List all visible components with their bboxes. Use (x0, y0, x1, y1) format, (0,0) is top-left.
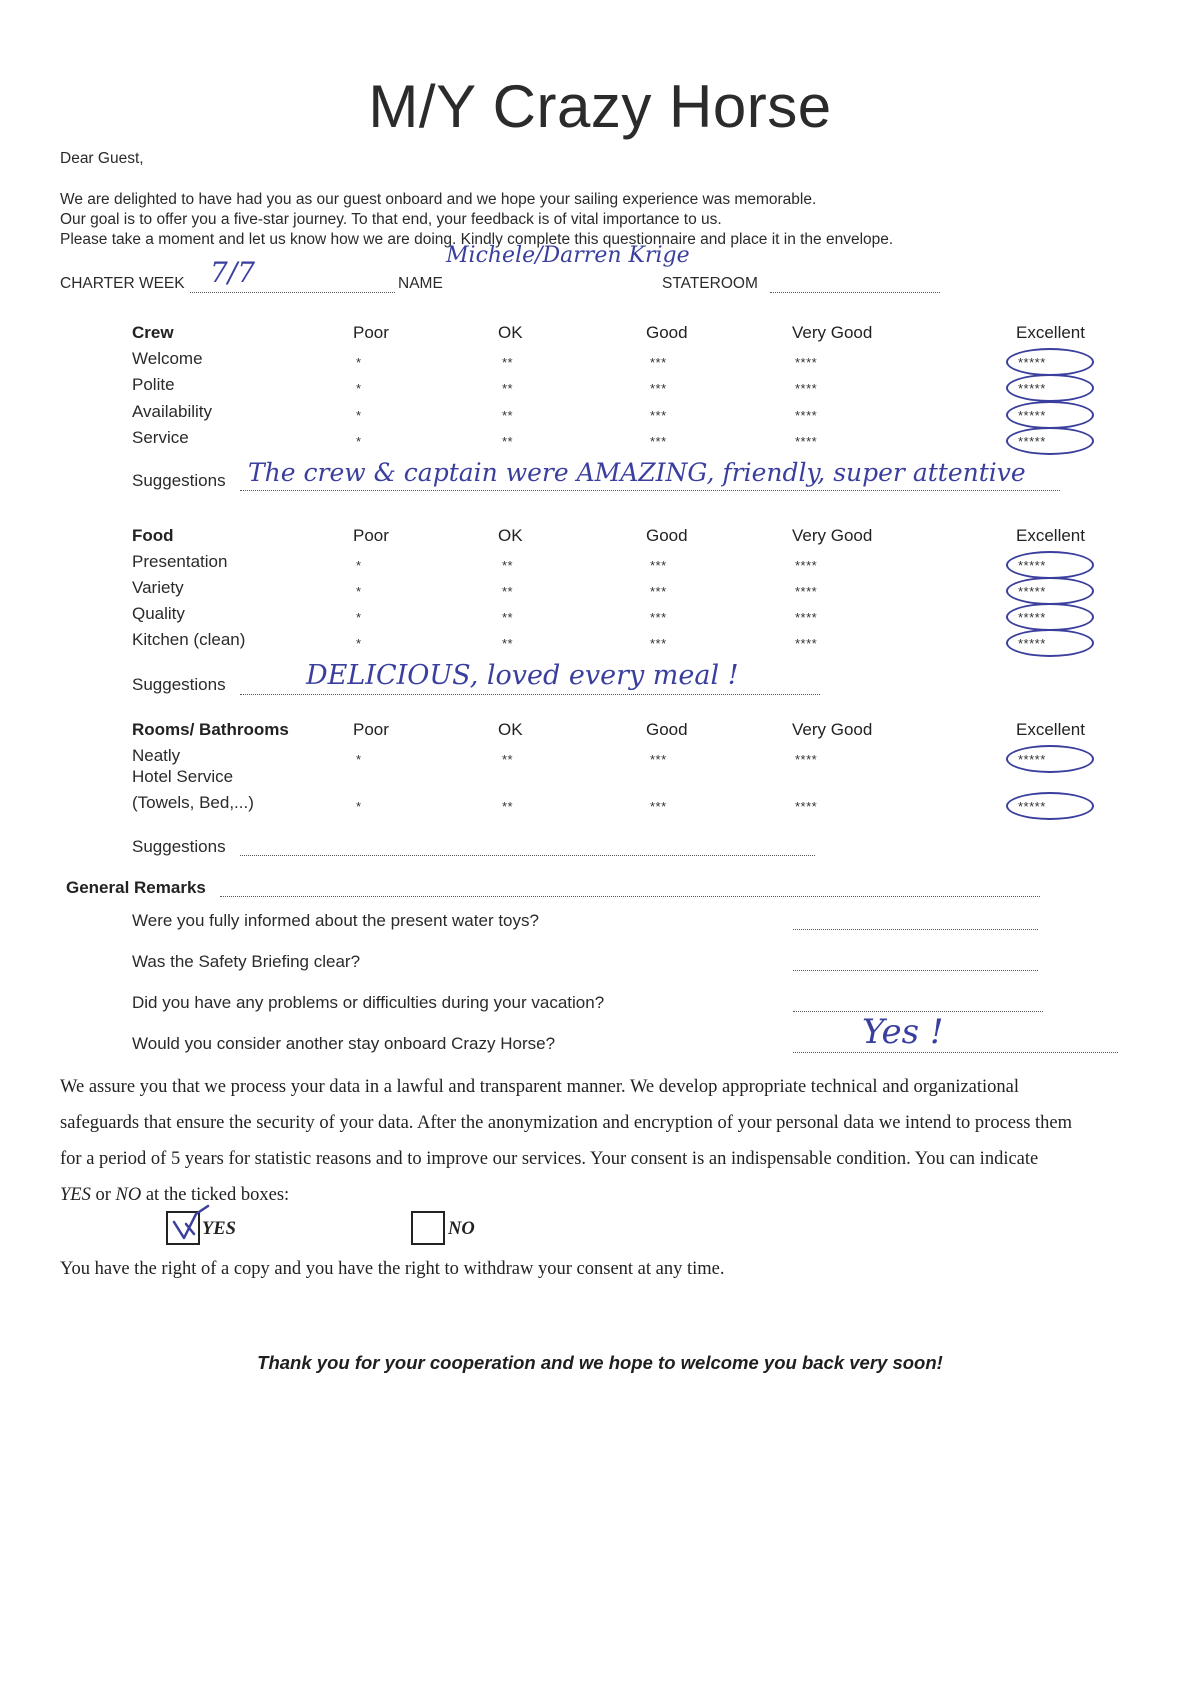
consent-no-label: NO (448, 1219, 475, 1239)
food-col-poor: Poor (353, 526, 389, 545)
food-row-2-good-stars[interactable]: *** (650, 584, 667, 599)
crew-row-3-good-stars[interactable]: *** (650, 408, 667, 423)
rooms-col-very-good: Very Good (792, 720, 873, 739)
answer-another-stay-field[interactable]: Yes ! (862, 1012, 944, 1052)
intro-line-1: We are delighted to have had you as our guest onboard and we hope your sailing experience was memorable. (60, 191, 817, 208)
rooms-row-1-ok-stars[interactable]: ** (502, 752, 514, 767)
food-row-4-excellent-stars[interactable]: ***** (1018, 636, 1046, 651)
food-row-2-ok-stars[interactable]: ** (502, 584, 514, 599)
page-title: M/Y Crazy Horse (368, 73, 832, 140)
food-item-kitchen: Kitchen (clean) (132, 630, 246, 649)
rooms-heading: Rooms/ Bathrooms (132, 720, 289, 739)
crew-row-1-ok-stars[interactable]: ** (502, 355, 514, 370)
crew-row-3-selected-circle (1006, 401, 1094, 429)
food-row-3-good-stars[interactable]: *** (650, 610, 667, 625)
rooms-row-2-very-good-stars[interactable]: **** (795, 799, 818, 814)
question-safety-briefing: Was the Safety Briefing clear? (132, 952, 361, 971)
food-row-3-selected-circle (1006, 603, 1094, 631)
thank-you-footer: Thank you for your cooperation and we hope to welcome you back very soon! (257, 1352, 943, 1373)
privacy-yes-word: YES (60, 1185, 91, 1205)
rooms-row-2-excellent-stars[interactable]: ***** (1018, 799, 1046, 814)
rooms-item-towels-bed: (Towels, Bed,...) (132, 793, 254, 812)
food-row-2-very-good-stars[interactable]: **** (795, 584, 818, 599)
food-row-1-poor-stars[interactable]: * (356, 558, 362, 573)
food-row-2-excellent-stars[interactable]: ***** (1018, 584, 1046, 599)
crew-item-availability: Availability (132, 402, 213, 421)
crew-row-2-very-good-stars[interactable]: **** (795, 381, 818, 396)
crew-row-2-good-stars[interactable]: *** (650, 381, 667, 396)
crew-row-1-good-stars[interactable]: *** (650, 355, 667, 370)
food-item-presentation: Presentation (132, 552, 228, 571)
name-field[interactable]: Michele/Darren Krige (446, 243, 690, 268)
rooms-row-2-ok-stars[interactable]: ** (502, 799, 514, 814)
consent-no-checkbox[interactable] (411, 1211, 445, 1245)
charter-week-field[interactable]: 7/7 (210, 256, 256, 289)
food-heading: Food (132, 526, 174, 545)
privacy-or-word: or (95, 1185, 111, 1205)
food-row-1-selected-circle (1006, 551, 1094, 579)
crew-suggestions-field[interactable]: The crew & captain were AMAZING, friendly, super attentive (248, 458, 1026, 487)
food-row-3-excellent-stars[interactable]: ***** (1018, 610, 1046, 625)
rooms-suggestions-field[interactable] (240, 855, 815, 856)
crew-item-service: Service (132, 428, 189, 447)
charter-week-line (190, 292, 395, 293)
crew-row-2-selected-circle (1006, 374, 1094, 402)
rooms-row-1-poor-stars[interactable]: * (356, 752, 362, 767)
stateroom-label: STATEROOM (662, 275, 758, 292)
food-col-very-good: Very Good (792, 526, 873, 545)
crew-row-4-very-good-stars[interactable]: **** (795, 434, 818, 449)
crew-row-3-ok-stars[interactable]: ** (502, 408, 514, 423)
food-row-1-good-stars[interactable]: *** (650, 558, 667, 573)
food-row-1-very-good-stars[interactable]: **** (795, 558, 818, 573)
rooms-item-hotel-service: Hotel Service (132, 767, 234, 786)
food-suggestions-label: Suggestions (132, 675, 226, 694)
answer-water-toys-field[interactable] (793, 929, 1038, 930)
food-col-excellent: Excellent (1016, 526, 1085, 545)
question-problems: Did you have any problems or difficulties during your vacation? (132, 993, 605, 1012)
rooms-row-2-selected-circle (1006, 792, 1094, 820)
rooms-row-2-poor-stars[interactable]: * (356, 799, 362, 814)
food-row-1-ok-stars[interactable]: ** (502, 558, 514, 573)
rooms-suggestions-label: Suggestions (132, 837, 226, 856)
food-row-4-good-stars[interactable]: *** (650, 636, 667, 651)
crew-row-1-poor-stars[interactable]: * (356, 355, 362, 370)
food-col-ok: OK (498, 526, 523, 545)
answer-safety-briefing-field[interactable] (793, 970, 1038, 971)
food-row-4-ok-stars[interactable]: ** (502, 636, 514, 651)
rooms-col-ok: OK (498, 720, 523, 739)
withdraw-consent-text: You have the right of a copy and you have the right to withdraw your consent at any time. (60, 1259, 725, 1279)
crew-col-ok: OK (498, 323, 523, 342)
answer-another-stay-line (793, 1052, 1118, 1053)
crew-col-excellent: Excellent (1016, 323, 1085, 342)
crew-row-1-selected-circle (1006, 348, 1094, 376)
consent-yes-label: YES (202, 1219, 236, 1239)
question-another-stay: Would you consider another stay onboard Crazy Horse? (132, 1034, 556, 1053)
privacy-line-4-rest: at the ticked boxes: (145, 1185, 290, 1205)
crew-row-2-excellent-stars[interactable]: ***** (1018, 381, 1046, 396)
crew-item-welcome: Welcome (132, 349, 203, 368)
crew-row-4-ok-stars[interactable]: ** (502, 434, 514, 449)
crew-col-good: Good (646, 323, 688, 342)
crew-row-4-poor-stars[interactable]: * (356, 434, 362, 449)
crew-row-1-excellent-stars[interactable]: ***** (1018, 355, 1046, 370)
crew-row-4-selected-circle (1006, 427, 1094, 455)
food-col-good: Good (646, 526, 688, 545)
rooms-col-good: Good (646, 720, 688, 739)
rooms-col-poor: Poor (353, 720, 389, 739)
rooms-row-2-good-stars[interactable]: *** (650, 799, 667, 814)
food-row-1-excellent-stars[interactable]: ***** (1018, 558, 1046, 573)
crew-suggestions-line (240, 490, 1060, 491)
rooms-row-1-selected-circle (1006, 745, 1094, 773)
crew-row-3-poor-stars[interactable]: * (356, 408, 362, 423)
food-row-3-poor-stars[interactable]: * (356, 610, 362, 625)
crew-row-2-poor-stars[interactable]: * (356, 381, 362, 396)
food-suggestions-line (240, 694, 820, 695)
name-label: NAME (398, 275, 443, 292)
crew-heading: Crew (132, 323, 174, 342)
privacy-line-2: safeguards that ensure the security of your data. After the anonymization and encryption of your personal data we intend to process them (60, 1113, 1073, 1133)
intro-line-2: Our goal is to offer you a five-star journey. To that end, your feedback is of vital importance to us. (60, 211, 722, 228)
crew-col-very-good: Very Good (792, 323, 873, 342)
food-row-4-selected-circle (1006, 629, 1094, 657)
crew-col-poor: Poor (353, 323, 389, 342)
crew-row-3-excellent-stars[interactable]: ***** (1018, 408, 1046, 423)
crew-row-2-ok-stars[interactable]: ** (502, 381, 514, 396)
question-water-toys: Were you fully informed about the present water toys? (132, 911, 539, 930)
general-remarks-heading: General Remarks (66, 878, 206, 897)
charter-week-label: CHARTER WEEK (60, 275, 185, 292)
food-row-2-selected-circle (1006, 577, 1094, 605)
food-row-4-poor-stars[interactable]: * (356, 636, 362, 651)
crew-row-4-excellent-stars[interactable]: ***** (1018, 434, 1046, 449)
rooms-item-neatly: Neatly (132, 746, 181, 765)
privacy-line-3: for a period of 5 years for statistic reasons and to improve our services. Your consent is an indispensable condition. You can indicate (60, 1149, 1039, 1169)
crew-row-1-very-good-stars[interactable]: **** (795, 355, 818, 370)
food-row-2-poor-stars[interactable]: * (356, 584, 362, 599)
crew-suggestions-label: Suggestions (132, 471, 226, 490)
food-suggestions-field[interactable]: DELICIOUS, loved every meal ! (306, 660, 739, 691)
stateroom-field[interactable] (770, 292, 940, 293)
greeting: Dear Guest, (60, 150, 144, 167)
rooms-col-excellent: Excellent (1016, 720, 1085, 739)
food-item-quality: Quality (132, 604, 185, 623)
privacy-line-1: We assure you that we process your data in a lawful and transparent manner. We develop appropriate technical and organizational (60, 1077, 1020, 1097)
rooms-row-1-excellent-stars[interactable]: ***** (1018, 752, 1046, 767)
crew-item-polite: Polite (132, 375, 175, 394)
food-row-4-very-good-stars[interactable]: **** (795, 636, 818, 651)
general-remarks-line (220, 896, 1040, 897)
rooms-row-1-good-stars[interactable]: *** (650, 752, 667, 767)
rooms-row-1-very-good-stars[interactable]: **** (795, 752, 818, 767)
intro-line-3: Please take a moment and let us know how we are doing. Kindly complete this questionnaire and place it in the envelope. (60, 231, 894, 248)
crew-row-4-good-stars[interactable]: *** (650, 434, 667, 449)
crew-row-3-very-good-stars[interactable]: **** (795, 408, 818, 423)
food-row-3-ok-stars[interactable]: ** (502, 610, 514, 625)
food-item-variety: Variety (132, 578, 184, 597)
privacy-no-word: NO (115, 1185, 142, 1205)
food-row-3-very-good-stars[interactable]: **** (795, 610, 818, 625)
